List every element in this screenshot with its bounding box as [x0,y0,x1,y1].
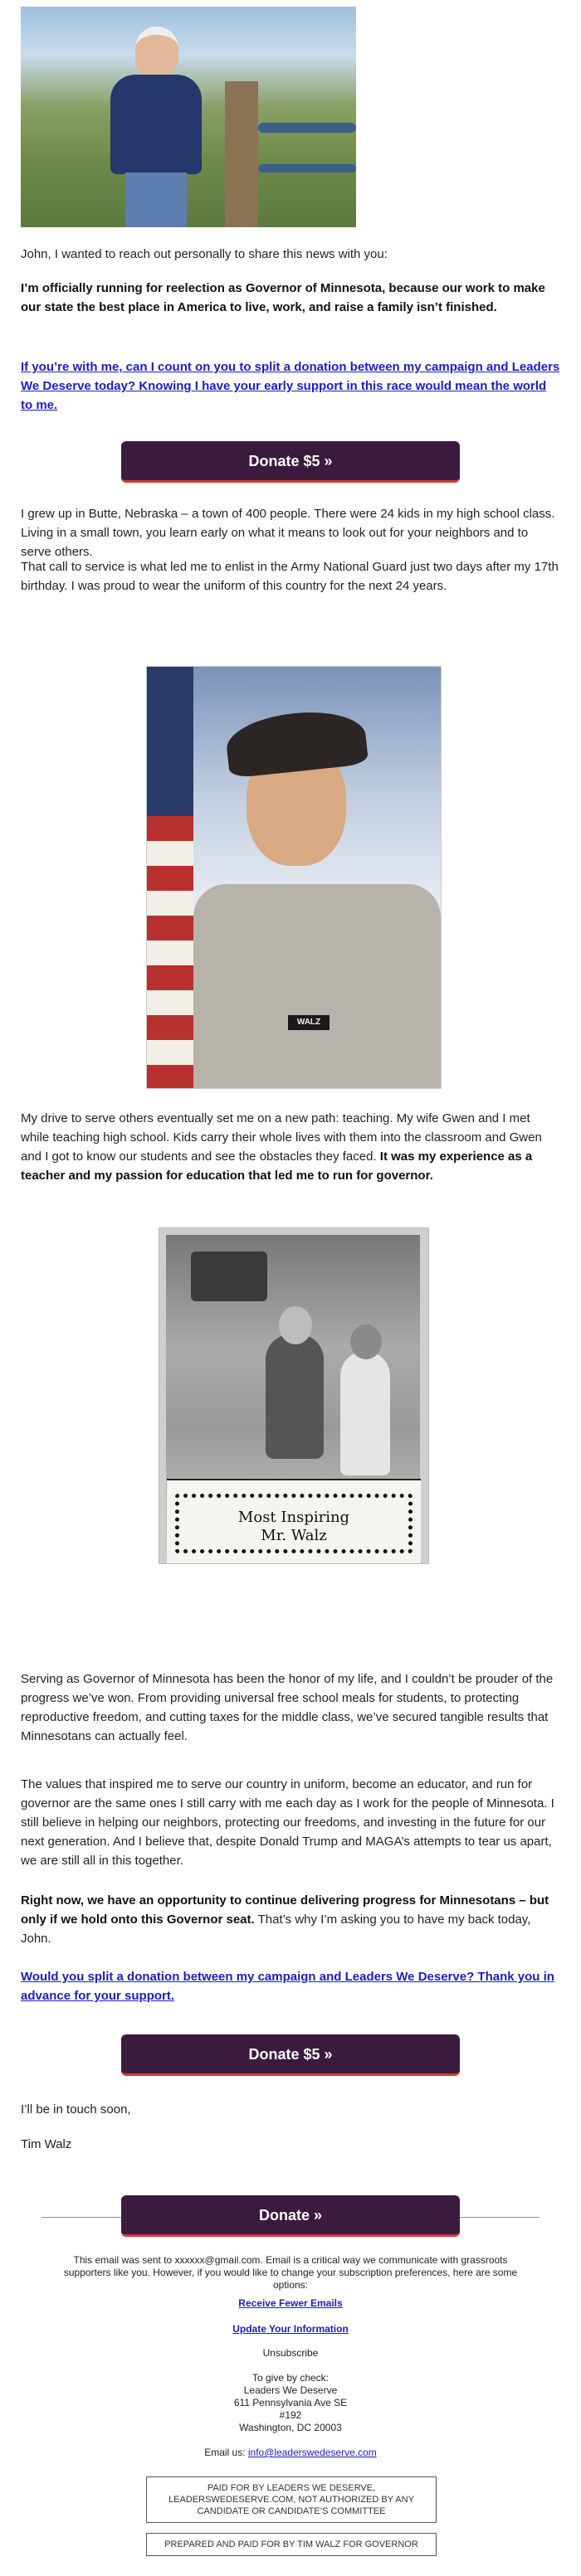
footer-notice: This email was sent to xxxxxx@gmail.com. Email is a critical way we communicate with grassroots supporters like you. However, if you would like to change your subscription preferences, here are some options: [63,2254,518,2291]
governor-paragraph: Serving as Governor of Minnesota has been the honor of my life, and I couldn’t be prouder of the progress we’ve won. From providing universal free school meals for students, to protecting reproductive freedom, and cutting taxes for the middle class, we’ve secured tangible results that Minnesotans can actually feel. [21,1672,554,1743]
signature: Tim Walz [21,2137,72,2151]
garrison-cap [224,706,369,778]
hero-photo [21,7,356,227]
donate-5-button-2[interactable]: Donate $5 » [121,2034,460,2076]
intro-text: John, I wanted to reach out personally to share this news with you: [21,247,388,261]
butte-paragraph: I grew up in Butte, Nebraska – a town of 400 people. There were 24 kids in my high school class. Living in a small town, you learn early on what it means to look out for your neighbors and to serve others. [21,507,555,559]
org-name: Leaders We Deserve [243,2384,338,2396]
gate-rail [258,164,356,173]
tim-walz-figure [110,27,202,227]
donation-ask-link[interactable]: If you’re with me, can I count on you to split a donation between my campaign and Leaders We Deserve today? Knowing I have your early support in this race would mean the world to me. [21,360,560,412]
paid-for-disclaimer: PAID FOR BY LEADERS WE DESERVE, LEADERSWEDESERVE.COM, NOT AUTHORIZED BY ANY CANDIDATE OR CANDIDATE’S COMMITTEE [146,2476,437,2523]
prepared-by-disclaimer: PREPARED AND PAID FOR BY TIM WALZ FOR GOVERNOR [146,2533,437,2556]
address-line-1: 611 Pennsylvania Ave SE [233,2397,348,2408]
donate-5-button[interactable]: Donate $5 » [121,441,460,483]
address-line-3: Washington, DC 20003 [239,2422,342,2433]
guard-paragraph: That call to service is what led me to enlist in the Army National Guard just two days after my 17th birthday. I was proud to wear the uniform of this country for the next 24 years. [21,560,559,593]
check-intro: To give by check: [251,2372,330,2384]
email-link[interactable]: info@leaderswedeserve.com [247,2447,377,2458]
closing-text: I’ll be in touch soon, [21,2102,131,2117]
yearbook-photo [159,1227,429,1564]
email-body [17,0,564,227]
right-now-paragraph: Right now, we have an opportunity to continue delivering progress for Minnesotans – but only if we hold onto this Governor seat. That’s why I’m asking you to have my back today, John. [21,1893,549,1946]
gate-rail [258,123,356,133]
address-line-2: #192 [279,2409,302,2421]
update-information-link[interactable]: Update Your Information [232,2323,349,2335]
teaching-paragraph: My drive to serve others eventually set me on a new path: teaching. My wife Gwen and I met while teaching high school. Kids carry their whole lives with them into the classroom and Gwen and I got to know our students and see the obstacles they faced. It was my experience as a teacher and my passion for education that led me to run for governor. [21,1111,542,1183]
classroom-tv [191,1252,267,1301]
announcement-text: I’m officially running for reelection as Governor of Minnesota, because our work to make our state the best place in America to live, work, and raise a family isn’t finished. [21,281,545,314]
split-donation-link[interactable]: Would you split a donation between my campaign and Leaders We Deserve? Thank you in advance for your support. [21,1970,554,2003]
soldier-photo [146,666,442,1089]
donate-button-footer[interactable]: Donate » [121,2195,460,2237]
yearbook-caption: Most Inspiring Mr. Walz [167,1479,421,1563]
fence-post [225,81,258,227]
email-us: Email us: info@leaderswedeserve.com [204,2447,377,2458]
values-paragraph: The values that inspired me to serve our country in uniform, become an educator, and run for governor are the same ones I still carry with me each day as I work for the people of Minnesota. I still believe in helping our neighbors, protecting our freedoms, and investing in the future for our next generation. And I believe that, despite Donald Trump and MAGA’s attempts to tear us apart, we are still all in this together. [21,1777,554,1868]
unsubscribe-link[interactable]: Unsubscribe [262,2347,319,2359]
name-tag: WALZ [288,1015,330,1030]
receive-fewer-emails-link[interactable]: Receive Fewer Emails [238,2297,343,2309]
